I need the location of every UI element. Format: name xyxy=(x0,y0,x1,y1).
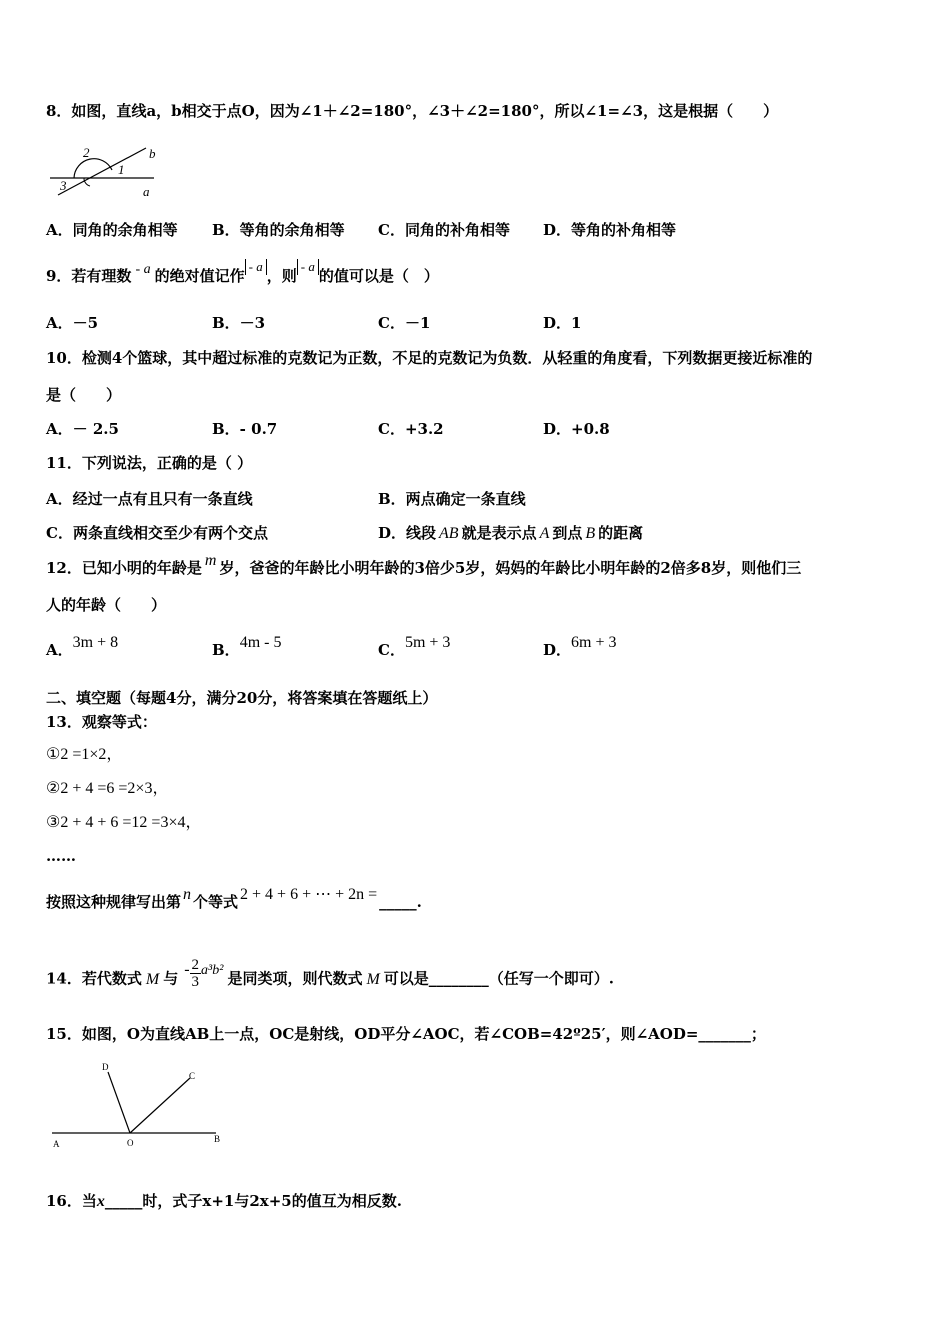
q16-post: _____时，式子x+1与2x+5的值互为相反数. xyxy=(104,1192,402,1210)
q14-m1: M xyxy=(145,970,160,988)
q10-option-b: B．- 0.7 xyxy=(212,420,278,438)
q9-abs-2: - a xyxy=(297,259,319,275)
q8-option-c: C．同角的补角相等 xyxy=(378,221,510,239)
q11-d-mid: 就是表示点 xyxy=(461,524,537,542)
q9-variable: - a xyxy=(135,262,151,277)
q9-mid2: ，则 xyxy=(266,267,297,285)
q15-label-c: C xyxy=(189,1071,196,1081)
q12-option-d xyxy=(543,634,617,661)
q12-stem-line1 xyxy=(46,552,802,579)
q11-d-mid2: 到点 xyxy=(552,524,583,542)
q9-suffix: 的值可以是（ ） xyxy=(318,267,439,285)
q8-option-d: D．等角的补角相等 xyxy=(543,221,677,239)
q12-d-label: D． xyxy=(543,641,572,659)
q14-sign: - xyxy=(184,960,190,978)
q10-option-d: D．+0.8 xyxy=(543,420,610,438)
q9-option-c: C．－1 xyxy=(378,314,431,332)
q15-figure xyxy=(46,1058,236,1150)
q12-d-expr: 6m + 3 xyxy=(571,634,617,651)
q15-label-o: O xyxy=(127,1138,134,1148)
q13-tail-pre: 按照这种规律写出第 xyxy=(46,893,182,911)
q12-variable: m xyxy=(204,552,217,569)
q15-label-d: D xyxy=(102,1062,109,1072)
q12-c-label: C． xyxy=(378,641,405,659)
q10-option-c: C．+3.2 xyxy=(378,420,444,438)
q12-stem-line2: 人的年龄（ ） xyxy=(46,596,167,614)
q8-label-1: 1 xyxy=(118,162,125,177)
q9-prefix: 9．若有理数 xyxy=(46,267,132,285)
q15-label-a: A xyxy=(53,1139,60,1149)
q12-b-expr: 4m - 5 xyxy=(239,634,282,651)
q11-d-post: 的距离 xyxy=(598,524,644,542)
q10-stem-line2: 是（ ） xyxy=(46,386,122,404)
q11-d-pre: D．线段 xyxy=(378,524,437,542)
q13-tail-mid: 个等式 xyxy=(193,893,239,911)
q14-m2: M xyxy=(366,970,380,988)
q13-answer-blank: _____. xyxy=(379,893,422,911)
q15-label-b: B xyxy=(214,1134,221,1144)
q11-stem: 11．下列说法，正确的是（ ） xyxy=(46,454,253,472)
q11-option-b: B．两点确定一条直线 xyxy=(378,490,526,508)
q9-option-d: D．1 xyxy=(543,314,582,332)
q12-option-c xyxy=(378,634,451,661)
q8-option-a: A．同角的余角相等 xyxy=(46,221,178,239)
q13-eq3: ③2 + 4 + 6 =12 =3×4， xyxy=(46,814,202,831)
q16-stem xyxy=(46,1191,402,1212)
q12-post: 岁，爸爸的年龄比小明年龄的3倍少5岁，妈妈的年龄比小明年龄的2倍多8岁，则他们三 xyxy=(219,559,802,577)
q16-x: x xyxy=(96,1193,105,1210)
q12-a-label: A． xyxy=(46,641,73,659)
q14-mid: 与 xyxy=(163,969,179,988)
q9-option-b: B．－3 xyxy=(212,314,266,332)
q8-label-a: a xyxy=(143,184,150,199)
q14-post: 可以是________（任写一个即可）. xyxy=(383,969,615,988)
q12-b-label: B． xyxy=(212,641,240,659)
q11-d-ab: AB xyxy=(439,525,459,542)
q11-d-a: A xyxy=(539,525,550,542)
q8-label-3: 3 xyxy=(60,178,67,193)
q14-denominator: 3 xyxy=(191,974,200,990)
q11-option-c: C．两条直线相交至少有两个交点 xyxy=(46,524,268,542)
q8-stem: 8．如图，直线a，b相交于点O，因为∠1＋∠2=180°，∠3＋∠2=180°，所以∠1=∠3，这是根据（ ） xyxy=(46,102,779,120)
q13-eq1: ①2 =1×2， xyxy=(46,746,123,763)
q9-option-a: A．－5 xyxy=(46,314,99,332)
q14-numerator: 2 xyxy=(191,957,200,973)
q12-c-expr: 5m + 3 xyxy=(404,634,451,651)
q13-dots: …… xyxy=(46,847,76,865)
q10-option-a: A．－ 2.5 xyxy=(46,420,119,438)
q11-option-a: A．经过一点有且只有一条直线 xyxy=(46,490,253,508)
q14-term: a³b² xyxy=(201,962,224,978)
q11-option-d xyxy=(378,523,643,544)
q12-option-a xyxy=(46,634,119,661)
section-heading: 二、填空题（每题4分，满分20分，将答案填在答题纸上） xyxy=(46,689,438,707)
q15-stem: 15．如图，O为直线AB上一点，OC是射线，OD平分∠AOC，若∠COB=42º25′，则∠AOD=_______； xyxy=(46,1025,766,1043)
q13-eq2: ②2 + 4 =6 =2×3， xyxy=(46,780,169,797)
q8-option-b: B．等角的余角相等 xyxy=(212,221,345,239)
q8-label-b: b xyxy=(149,146,156,161)
q9-abs-1: - a xyxy=(245,259,267,275)
q12-option-b xyxy=(212,634,282,661)
q14-pre: 14．若代数式 xyxy=(46,969,142,988)
q13-tail-expr: 2 + 4 + 6 + ⋯ + 2n = xyxy=(240,886,378,903)
q13-title: 13．观察等式： xyxy=(46,713,157,731)
q10-stem-line1: 10．检测4个篮球，其中超过标准的克数记为正数，不足的克数记为负数．从轻重的角度看，下列数据更接近标准的 xyxy=(46,349,813,367)
q11-d-b: B xyxy=(585,525,596,542)
q14-fraction xyxy=(190,957,202,990)
q14-mid2: 是同类项，则代数式 xyxy=(227,969,363,988)
q8-label-2: 2 xyxy=(83,145,90,160)
q8-figure xyxy=(46,140,166,206)
q12-a-expr: 3m + 8 xyxy=(72,634,119,651)
q16-pre: 16．当 xyxy=(46,1192,97,1210)
q13-tail-n: n xyxy=(183,886,192,903)
q9-mid1: 的绝对值记作 xyxy=(154,267,245,285)
q13-tail xyxy=(46,886,422,913)
q12-pre: 12．已知小明的年龄是 xyxy=(46,559,202,577)
q9-stem xyxy=(46,259,439,288)
q14-stem xyxy=(46,957,615,996)
